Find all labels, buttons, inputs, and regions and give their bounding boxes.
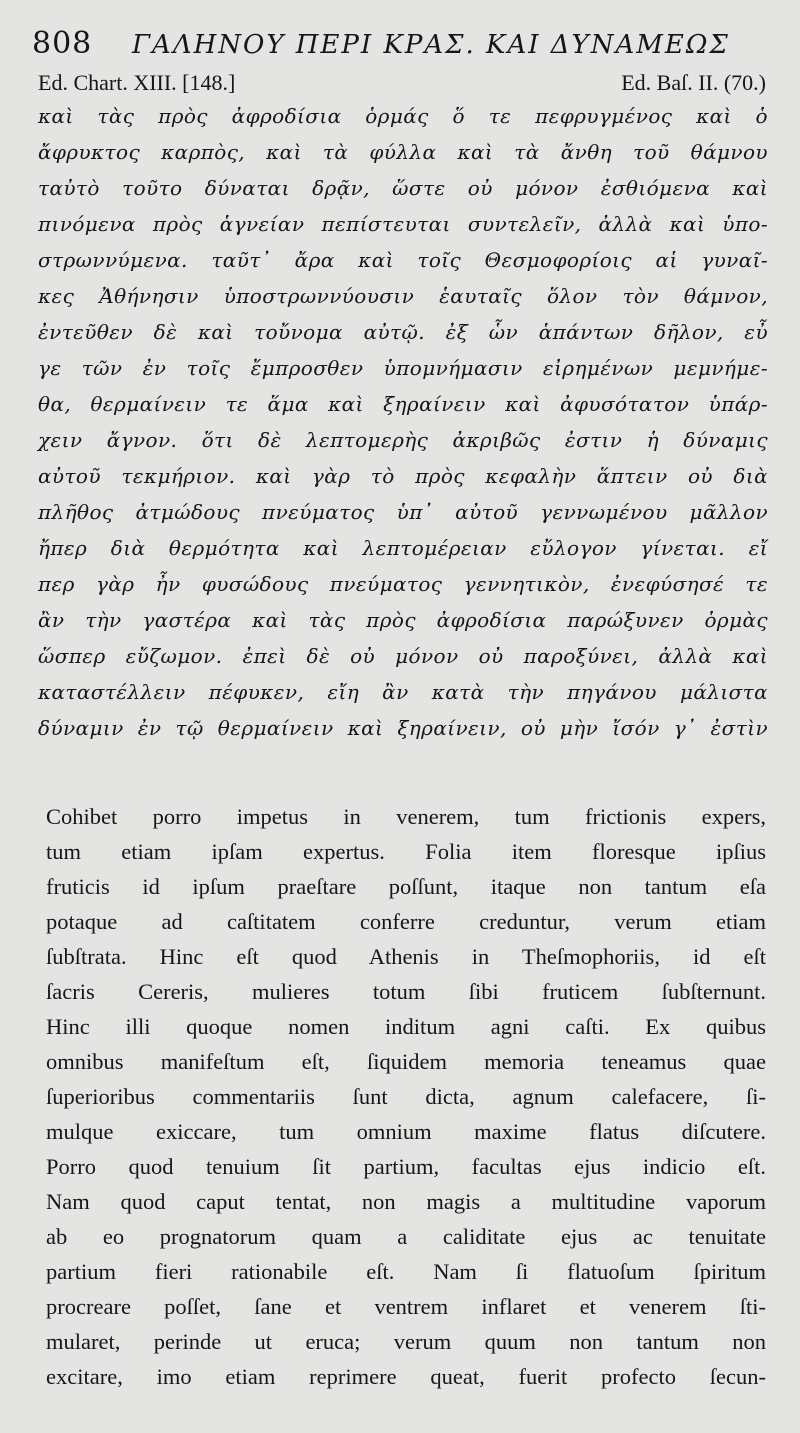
greek-line: καταστέλλειν πέφυκεν, εἴη ἂν κατὰ τὴν πηγάνου μάλιστα: [38, 680, 768, 704]
greek-line: ὥσπερ εὔζωμον. ἐπεὶ δὲ οὐ μόνον οὐ παροξύνει, ἀλλὰ καὶ: [38, 644, 768, 668]
latin-line: Nam quod caput tentat, non magis a multitudine vaporum: [46, 1189, 766, 1214]
latin-line: ſacris Cereris, mulieres totum ſibi fruticem ſubſternunt.: [46, 979, 766, 1004]
greek-line: πλῆθος ἀτμώδους πνεύματος ὑπ᾽ αὐτοῦ γεννωμένου μᾶλλον: [38, 500, 768, 524]
latin-line: excitare, imo etiam reprimere queat, fuerit profecto ſecun-: [46, 1364, 766, 1389]
greek-line: δύναμιν ἐν τῷ θερμαίνειν καὶ ξηραίνειν, οὐ μὴν ἴσόν γ᾽ ἐστὶν: [38, 716, 768, 740]
edition-references: [38, 70, 766, 100]
greek-line: θα, θερμαίνειν τε ἅμα καὶ ξηραίνειν καὶ ἀφυσότατον ὑπάρ-: [38, 392, 768, 416]
greek-line: ἂν τὴν γαστέρα καὶ τὰς πρὸς ἀφροδίσια παρώξυνεν ὁρμὰς: [38, 608, 768, 632]
greek-line: ταὐτὸ τοῦτο δύναται δρᾷν, ὥστε οὐ μόνον ἐσθιόμενα καὶ: [38, 176, 768, 200]
greek-line: περ γὰρ ἦν φυσώδους πνεύματος γεννητικὸν, ἐνεφύσησέ τε: [38, 572, 768, 596]
greek-line: ἄφρυκτος καρπὸς, καὶ τὰ φύλλα καὶ τὰ ἄνθη τοῦ θάμνου: [38, 140, 768, 164]
latin-line: ab eo prognatorum quam a caliditate ejus ac tenuitate: [46, 1224, 766, 1249]
greek-line: γε τῶν ἐν τοῖς ἔμπροσθεν ὑπομνήμασιν εἰρημένων μεμνήμε-: [38, 356, 768, 380]
greek-line: κες Ἀθήνησιν ὑποστρωννύουσιν ἑαυταῖς ὅλον τὸν θάμνον,: [38, 284, 768, 308]
latin-line: omnibus manifeſtum eſt, ſiquidem memoria teneamus quae: [46, 1049, 766, 1074]
running-head: [32, 22, 772, 66]
greek-line: ἤπερ διὰ θερμότητα καὶ λεπτομέρειαν εὔλογον γίνεται. εἴ: [38, 536, 768, 560]
latin-line: Porro quod tenuium ſit partium, facultas ejus indicio eſt.: [46, 1154, 766, 1179]
latin-line: procreare poſſet, ſane et ventrem inflaret et venerem ſti-: [46, 1294, 766, 1319]
greek-line: πινόμενα πρὸς ἁγνείαν πεπίστευται συντελεῖν, ἀλλὰ καὶ ὑπο-: [38, 212, 768, 236]
edition-reference-chart: Ed. Chart. XIII. [148.]: [38, 70, 236, 95]
latin-line: fruticis id ipſum praeſtare poſſunt, itaque non tantum eſa: [46, 874, 766, 899]
greek-line: αὐτοῦ τεκμήριον. καὶ γὰρ τὸ πρὸς κεφαλὴν ἅπτειν οὐ διὰ: [38, 464, 768, 488]
latin-line: ſubſtrata. Hinc eſt quod Athenis in Theſmophoriis, id eſt: [46, 944, 766, 969]
latin-line: partium fieri rationabile eſt. Nam ſi flatuoſum ſpiritum: [46, 1259, 766, 1284]
page-number: 808: [32, 26, 93, 61]
latin-line: tum etiam ipſam expertus. Folia item floresque ipſius: [46, 839, 766, 864]
running-title: ΓΑΛΗΝΟΥ ΠΕΡΙ ΚΡΑΣ. ΚΑΙ ΔΥΝΑΜΕΩΣ: [132, 30, 730, 60]
latin-line: mulque exiccare, tum omnium maxime flatus diſcutere.: [46, 1119, 766, 1144]
greek-line: στρωννύμενα. ταῦτ᾽ ἄρα καὶ τοῖς Θεσμοφορίοις αἱ γυναῖ-: [38, 248, 768, 272]
greek-line: καὶ τὰς πρὸς ἀφροδίσια ὁρμάς ὅ τε πεφρυγμένος καὶ ὁ: [38, 104, 768, 128]
greek-line: χειν ἄγνον. ὅτι δὲ λεπτομερὴς ἀκριβῶς ἐστιν ἡ δύναμις: [38, 428, 768, 452]
latin-line: ſuperioribus commentariis ſunt dicta, agnum calefacere, ſi-: [46, 1084, 766, 1109]
greek-line: ἐντεῦθεν δὲ καὶ τοὔνομα αὐτῷ. ἐξ ὧν ἁπάντων δῆλον, εὖ: [38, 320, 768, 344]
edition-reference-basel: Ed. Baſ. II. (70.): [621, 70, 766, 95]
latin-line: mularet, perinde ut eruca; verum quum non tantum non: [46, 1329, 766, 1354]
latin-line: Cohibet porro impetus in venerem, tum frictionis expers,: [46, 804, 766, 829]
latin-line: potaque ad caſtitatem conferre creduntur, verum etiam: [46, 909, 766, 934]
latin-line: Hinc illi quoque nomen inditum agni caſti. Ex quibus: [46, 1014, 766, 1039]
